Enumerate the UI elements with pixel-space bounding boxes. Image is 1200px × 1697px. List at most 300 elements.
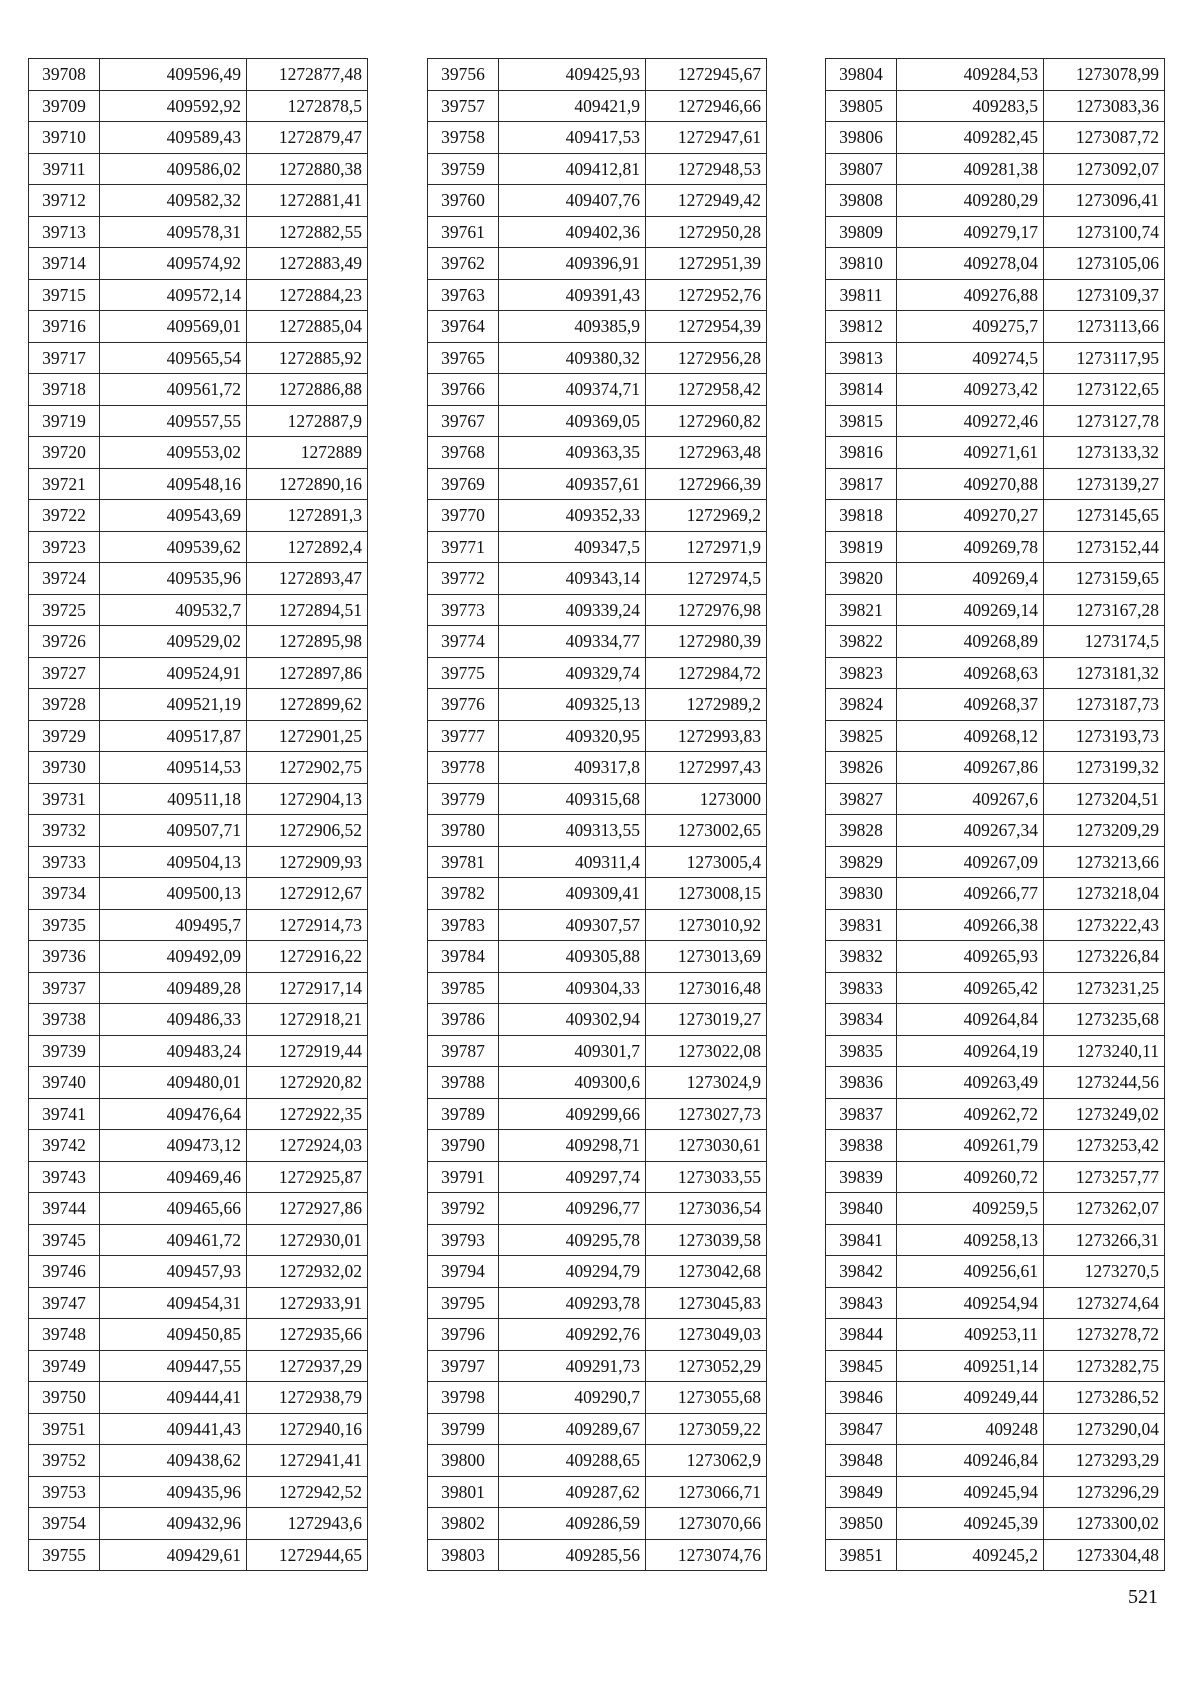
point-id-cell: 39820 [826, 563, 897, 595]
y-coordinate-cell: 1273024,9 [646, 1067, 767, 1099]
x-coordinate-cell: 409548,16 [100, 468, 247, 500]
table-row [29, 720, 368, 752]
x-coordinate-cell: 409363,35 [499, 437, 646, 469]
y-coordinate-cell: 1272932,02 [247, 1256, 368, 1288]
table-row [29, 1508, 368, 1540]
y-coordinate-cell: 1272954,39 [646, 311, 767, 343]
table-row [428, 878, 767, 910]
y-coordinate-cell: 1272901,25 [247, 720, 368, 752]
table-row [428, 500, 767, 532]
y-coordinate-cell: 1272880,38 [247, 153, 368, 185]
table-row [428, 405, 767, 437]
table-row [826, 1035, 1165, 1067]
table-row [428, 248, 767, 280]
y-coordinate-cell: 1273127,78 [1044, 405, 1165, 437]
x-coordinate-cell: 409553,02 [100, 437, 247, 469]
table-row [826, 752, 1165, 784]
table-row [29, 342, 368, 374]
x-coordinate-cell: 409465,66 [100, 1193, 247, 1225]
x-coordinate-cell: 409524,91 [100, 657, 247, 689]
point-id-cell: 39808 [826, 185, 897, 217]
table-row [826, 1161, 1165, 1193]
point-id-cell: 39733 [29, 846, 100, 878]
x-coordinate-cell: 409245,94 [897, 1476, 1044, 1508]
y-coordinate-cell: 1273070,66 [646, 1508, 767, 1540]
x-coordinate-cell: 409267,09 [897, 846, 1044, 878]
y-coordinate-cell: 1273152,44 [1044, 531, 1165, 563]
x-coordinate-cell: 409262,72 [897, 1098, 1044, 1130]
table-row [29, 1256, 368, 1288]
x-coordinate-cell: 409269,14 [897, 594, 1044, 626]
x-coordinate-cell: 409572,14 [100, 279, 247, 311]
x-coordinate-cell: 409444,41 [100, 1382, 247, 1414]
y-coordinate-cell: 1272942,52 [247, 1476, 368, 1508]
point-id-cell: 39761 [428, 216, 499, 248]
x-coordinate-cell: 409461,72 [100, 1224, 247, 1256]
table-row [826, 185, 1165, 217]
y-coordinate-cell: 1272892,4 [247, 531, 368, 563]
table-row [29, 185, 368, 217]
y-coordinate-cell: 1273074,76 [646, 1539, 767, 1571]
point-id-cell: 39815 [826, 405, 897, 437]
y-coordinate-cell: 1272946,66 [646, 90, 767, 122]
x-coordinate-cell: 409315,68 [499, 783, 646, 815]
point-id-cell: 39745 [29, 1224, 100, 1256]
x-coordinate-cell: 409282,45 [897, 122, 1044, 154]
y-coordinate-cell: 1273174,5 [1044, 626, 1165, 658]
point-id-cell: 39836 [826, 1067, 897, 1099]
x-coordinate-cell: 409402,36 [499, 216, 646, 248]
point-id-cell: 39817 [826, 468, 897, 500]
y-coordinate-cell: 1272980,39 [646, 626, 767, 658]
y-coordinate-cell: 1272916,22 [247, 941, 368, 973]
x-coordinate-cell: 409412,81 [499, 153, 646, 185]
table-row [826, 1130, 1165, 1162]
point-id-cell: 39718 [29, 374, 100, 406]
table-row [428, 1004, 767, 1036]
table-row [29, 1067, 368, 1099]
table-row [428, 90, 767, 122]
point-id-cell: 39809 [826, 216, 897, 248]
y-coordinate-cell: 1273109,37 [1044, 279, 1165, 311]
x-coordinate-cell: 409276,88 [897, 279, 1044, 311]
table-row [428, 531, 767, 563]
x-coordinate-cell: 409425,93 [499, 59, 646, 91]
point-id-cell: 39769 [428, 468, 499, 500]
point-id-cell: 39757 [428, 90, 499, 122]
point-id-cell: 39773 [428, 594, 499, 626]
point-id-cell: 39831 [826, 909, 897, 941]
table-row [29, 1193, 368, 1225]
y-coordinate-cell: 1272938,79 [247, 1382, 368, 1414]
x-coordinate-cell: 409289,67 [499, 1413, 646, 1445]
point-id-cell: 39754 [29, 1508, 100, 1540]
x-coordinate-cell: 409265,93 [897, 941, 1044, 973]
x-coordinate-cell: 409369,05 [499, 405, 646, 437]
table-row [826, 437, 1165, 469]
y-coordinate-cell: 1273049,03 [646, 1319, 767, 1351]
point-id-cell: 39725 [29, 594, 100, 626]
x-coordinate-cell: 409283,5 [897, 90, 1044, 122]
x-coordinate-cell: 409266,77 [897, 878, 1044, 910]
x-coordinate-cell: 409317,8 [499, 752, 646, 784]
table-row [29, 248, 368, 280]
y-coordinate-cell: 1272963,48 [646, 437, 767, 469]
y-coordinate-cell: 1272889 [247, 437, 368, 469]
table-row [428, 909, 767, 941]
table-row [29, 1130, 368, 1162]
y-coordinate-cell: 1273218,04 [1044, 878, 1165, 910]
table-row [428, 1382, 767, 1414]
y-coordinate-cell: 1273187,73 [1044, 689, 1165, 721]
y-coordinate-cell: 1273244,56 [1044, 1067, 1165, 1099]
table-row [826, 815, 1165, 847]
table-row [826, 1067, 1165, 1099]
point-id-cell: 39794 [428, 1256, 499, 1288]
point-id-cell: 39711 [29, 153, 100, 185]
x-coordinate-cell: 409492,09 [100, 941, 247, 973]
y-coordinate-cell: 1272949,42 [646, 185, 767, 217]
table-row [826, 531, 1165, 563]
point-id-cell: 39818 [826, 500, 897, 532]
table-row [428, 1539, 767, 1571]
table-row [428, 1035, 767, 1067]
x-coordinate-cell: 409260,72 [897, 1161, 1044, 1193]
table-row [826, 1508, 1165, 1540]
point-id-cell: 39811 [826, 279, 897, 311]
y-coordinate-cell: 1273010,92 [646, 909, 767, 941]
point-id-cell: 39838 [826, 1130, 897, 1162]
x-coordinate-cell: 409246,84 [897, 1445, 1044, 1477]
x-coordinate-cell: 409268,12 [897, 720, 1044, 752]
y-coordinate-cell: 1273159,65 [1044, 563, 1165, 595]
table-row [29, 1161, 368, 1193]
point-id-cell: 39743 [29, 1161, 100, 1193]
point-id-cell: 39740 [29, 1067, 100, 1099]
x-coordinate-cell: 409385,9 [499, 311, 646, 343]
point-id-cell: 39770 [428, 500, 499, 532]
point-id-cell: 39807 [826, 153, 897, 185]
point-id-cell: 39791 [428, 1161, 499, 1193]
point-id-cell: 39767 [428, 405, 499, 437]
point-id-cell: 39760 [428, 185, 499, 217]
x-coordinate-cell: 409432,96 [100, 1508, 247, 1540]
x-coordinate-cell: 409596,49 [100, 59, 247, 91]
x-coordinate-cell: 409264,19 [897, 1035, 1044, 1067]
table-row [826, 59, 1165, 91]
x-coordinate-cell: 409529,02 [100, 626, 247, 658]
table-row [29, 216, 368, 248]
y-coordinate-cell: 1273122,65 [1044, 374, 1165, 406]
point-id-cell: 39796 [428, 1319, 499, 1351]
y-coordinate-cell: 1273105,06 [1044, 248, 1165, 280]
point-id-cell: 39737 [29, 972, 100, 1004]
point-id-cell: 39726 [29, 626, 100, 658]
y-coordinate-cell: 1273039,58 [646, 1224, 767, 1256]
table-row [428, 1287, 767, 1319]
table-row [826, 216, 1165, 248]
point-id-cell: 39780 [428, 815, 499, 847]
y-coordinate-cell: 1272886,88 [247, 374, 368, 406]
x-coordinate-cell: 409374,71 [499, 374, 646, 406]
point-id-cell: 39799 [428, 1413, 499, 1445]
table-row [826, 374, 1165, 406]
coordinate-table-3 [825, 58, 1165, 1571]
table-row [29, 783, 368, 815]
point-id-cell: 39839 [826, 1161, 897, 1193]
point-id-cell: 39735 [29, 909, 100, 941]
y-coordinate-cell: 1272920,82 [247, 1067, 368, 1099]
table-row [826, 1319, 1165, 1351]
table-row [826, 1382, 1165, 1414]
table-row [428, 1193, 767, 1225]
x-coordinate-cell: 409245,2 [897, 1539, 1044, 1571]
point-id-cell: 39714 [29, 248, 100, 280]
x-coordinate-cell: 409320,95 [499, 720, 646, 752]
point-id-cell: 39800 [428, 1445, 499, 1477]
y-coordinate-cell: 1272884,23 [247, 279, 368, 311]
y-coordinate-cell: 1272950,28 [646, 216, 767, 248]
table-row [826, 1350, 1165, 1382]
y-coordinate-cell: 1272960,82 [646, 405, 767, 437]
point-id-cell: 39835 [826, 1035, 897, 1067]
y-coordinate-cell: 1272909,93 [247, 846, 368, 878]
x-coordinate-cell: 409287,62 [499, 1476, 646, 1508]
x-coordinate-cell: 409293,78 [499, 1287, 646, 1319]
y-coordinate-cell: 1272947,61 [646, 122, 767, 154]
x-coordinate-cell: 409500,13 [100, 878, 247, 910]
x-coordinate-cell: 409357,61 [499, 468, 646, 500]
table-row [428, 342, 767, 374]
point-id-cell: 39749 [29, 1350, 100, 1382]
x-coordinate-cell: 409329,74 [499, 657, 646, 689]
y-coordinate-cell: 1273066,71 [646, 1476, 767, 1508]
table-row [428, 216, 767, 248]
x-coordinate-cell: 409267,34 [897, 815, 1044, 847]
table-row [826, 1476, 1165, 1508]
point-id-cell: 39731 [29, 783, 100, 815]
y-coordinate-cell: 1272885,04 [247, 311, 368, 343]
x-coordinate-cell: 409268,63 [897, 657, 1044, 689]
x-coordinate-cell: 409489,28 [100, 972, 247, 1004]
point-id-cell: 39738 [29, 1004, 100, 1036]
table-row [826, 342, 1165, 374]
point-id-cell: 39759 [428, 153, 499, 185]
x-coordinate-cell: 409565,54 [100, 342, 247, 374]
y-coordinate-cell: 1273213,66 [1044, 846, 1165, 878]
x-coordinate-cell: 409251,14 [897, 1350, 1044, 1382]
point-id-cell: 39851 [826, 1539, 897, 1571]
point-id-cell: 39756 [428, 59, 499, 91]
y-coordinate-cell: 1272944,65 [247, 1539, 368, 1571]
x-coordinate-cell: 409291,73 [499, 1350, 646, 1382]
point-id-cell: 39787 [428, 1035, 499, 1067]
table-row [428, 1130, 767, 1162]
y-coordinate-cell: 1272917,14 [247, 972, 368, 1004]
point-id-cell: 39746 [29, 1256, 100, 1288]
y-coordinate-cell: 1273181,32 [1044, 657, 1165, 689]
x-coordinate-cell: 409304,33 [499, 972, 646, 1004]
y-coordinate-cell: 1273204,51 [1044, 783, 1165, 815]
y-coordinate-cell: 1273083,36 [1044, 90, 1165, 122]
point-id-cell: 39788 [428, 1067, 499, 1099]
x-coordinate-cell: 409535,96 [100, 563, 247, 595]
y-coordinate-cell: 1273027,73 [646, 1098, 767, 1130]
table-row [29, 531, 368, 563]
y-coordinate-cell: 1273055,68 [646, 1382, 767, 1414]
table-row [428, 374, 767, 406]
coordinate-table-2 [427, 58, 767, 1571]
table-row [428, 1445, 767, 1477]
table-row [826, 689, 1165, 721]
point-id-cell: 39717 [29, 342, 100, 374]
point-id-cell: 39845 [826, 1350, 897, 1382]
table-row [826, 594, 1165, 626]
x-coordinate-cell: 409281,38 [897, 153, 1044, 185]
point-id-cell: 39784 [428, 941, 499, 973]
y-coordinate-cell: 1272933,91 [247, 1287, 368, 1319]
y-coordinate-cell: 1273139,27 [1044, 468, 1165, 500]
table-row [29, 153, 368, 185]
x-coordinate-cell: 409391,43 [499, 279, 646, 311]
x-coordinate-cell: 409495,7 [100, 909, 247, 941]
table-row [428, 1224, 767, 1256]
y-coordinate-cell: 1272958,42 [646, 374, 767, 406]
y-coordinate-cell: 1273100,74 [1044, 216, 1165, 248]
y-coordinate-cell: 1273078,99 [1044, 59, 1165, 91]
table-row [29, 815, 368, 847]
x-coordinate-cell: 409297,74 [499, 1161, 646, 1193]
y-coordinate-cell: 1272927,86 [247, 1193, 368, 1225]
x-coordinate-cell: 409511,18 [100, 783, 247, 815]
table-row [29, 311, 368, 343]
x-coordinate-cell: 409421,9 [499, 90, 646, 122]
point-id-cell: 39802 [428, 1508, 499, 1540]
x-coordinate-cell: 409438,62 [100, 1445, 247, 1477]
x-coordinate-cell: 409296,77 [499, 1193, 646, 1225]
y-coordinate-cell: 1273052,29 [646, 1350, 767, 1382]
table-row [29, 1319, 368, 1351]
x-coordinate-cell: 409517,87 [100, 720, 247, 752]
x-coordinate-cell: 409473,12 [100, 1130, 247, 1162]
point-id-cell: 39753 [29, 1476, 100, 1508]
point-id-cell: 39842 [826, 1256, 897, 1288]
table-row [826, 909, 1165, 941]
x-coordinate-cell: 409300,6 [499, 1067, 646, 1099]
table-row [29, 437, 368, 469]
x-coordinate-cell: 409248 [897, 1413, 1044, 1445]
point-id-cell: 39712 [29, 185, 100, 217]
x-coordinate-cell: 409265,42 [897, 972, 1044, 1004]
x-coordinate-cell: 409259,5 [897, 1193, 1044, 1225]
table-row [29, 563, 368, 595]
table-row [29, 626, 368, 658]
point-id-cell: 39824 [826, 689, 897, 721]
x-coordinate-cell: 409450,85 [100, 1319, 247, 1351]
x-coordinate-cell: 409267,86 [897, 752, 1044, 784]
y-coordinate-cell: 1273059,22 [646, 1413, 767, 1445]
y-coordinate-cell: 1273193,73 [1044, 720, 1165, 752]
point-id-cell: 39719 [29, 405, 100, 437]
y-coordinate-cell: 1272885,92 [247, 342, 368, 374]
point-id-cell: 39765 [428, 342, 499, 374]
table-row [29, 972, 368, 1004]
point-id-cell: 39730 [29, 752, 100, 784]
y-coordinate-cell: 1273278,72 [1044, 1319, 1165, 1351]
table-row [428, 1319, 767, 1351]
y-coordinate-cell: 1273030,61 [646, 1130, 767, 1162]
point-id-cell: 39850 [826, 1508, 897, 1540]
point-id-cell: 39715 [29, 279, 100, 311]
table-row [29, 1382, 368, 1414]
point-id-cell: 39826 [826, 752, 897, 784]
x-coordinate-cell: 409280,29 [897, 185, 1044, 217]
x-coordinate-cell: 409258,13 [897, 1224, 1044, 1256]
point-id-cell: 39764 [428, 311, 499, 343]
y-coordinate-cell: 1273145,65 [1044, 500, 1165, 532]
y-coordinate-cell: 1273262,07 [1044, 1193, 1165, 1225]
y-coordinate-cell: 1272895,98 [247, 626, 368, 658]
x-coordinate-cell: 409288,65 [499, 1445, 646, 1477]
point-id-cell: 39729 [29, 720, 100, 752]
point-id-cell: 39829 [826, 846, 897, 878]
point-id-cell: 39777 [428, 720, 499, 752]
point-id-cell: 39716 [29, 311, 100, 343]
table-row [428, 1067, 767, 1099]
y-coordinate-cell: 1272989,2 [646, 689, 767, 721]
x-coordinate-cell: 409267,6 [897, 783, 1044, 815]
point-id-cell: 39768 [428, 437, 499, 469]
point-id-cell: 39720 [29, 437, 100, 469]
x-coordinate-cell: 409249,44 [897, 1382, 1044, 1414]
table-row [826, 90, 1165, 122]
x-coordinate-cell: 409294,79 [499, 1256, 646, 1288]
x-coordinate-cell: 409557,55 [100, 405, 247, 437]
point-id-cell: 39709 [29, 90, 100, 122]
x-coordinate-cell: 409543,69 [100, 500, 247, 532]
table-row [29, 1287, 368, 1319]
table-row [826, 279, 1165, 311]
point-id-cell: 39789 [428, 1098, 499, 1130]
x-coordinate-cell: 409480,01 [100, 1067, 247, 1099]
point-id-cell: 39814 [826, 374, 897, 406]
y-coordinate-cell: 1272997,43 [646, 752, 767, 784]
y-coordinate-cell: 1273226,84 [1044, 941, 1165, 973]
table-row [29, 279, 368, 311]
x-coordinate-cell: 409589,43 [100, 122, 247, 154]
point-id-cell: 39803 [428, 1539, 499, 1571]
x-coordinate-cell: 409334,77 [499, 626, 646, 658]
y-coordinate-cell: 1273013,69 [646, 941, 767, 973]
x-coordinate-cell: 409429,61 [100, 1539, 247, 1571]
point-id-cell: 39752 [29, 1445, 100, 1477]
point-id-cell: 39825 [826, 720, 897, 752]
table-row [29, 1350, 368, 1382]
y-coordinate-cell: 1273019,27 [646, 1004, 767, 1036]
table-row [428, 468, 767, 500]
table-row [826, 1224, 1165, 1256]
point-id-cell: 39748 [29, 1319, 100, 1351]
table-row [826, 720, 1165, 752]
table-row [826, 1445, 1165, 1477]
x-coordinate-cell: 409486,33 [100, 1004, 247, 1036]
table-row [29, 752, 368, 784]
point-id-cell: 39727 [29, 657, 100, 689]
point-id-cell: 39776 [428, 689, 499, 721]
x-coordinate-cell: 409307,57 [499, 909, 646, 941]
point-id-cell: 39772 [428, 563, 499, 595]
x-coordinate-cell: 409457,93 [100, 1256, 247, 1288]
